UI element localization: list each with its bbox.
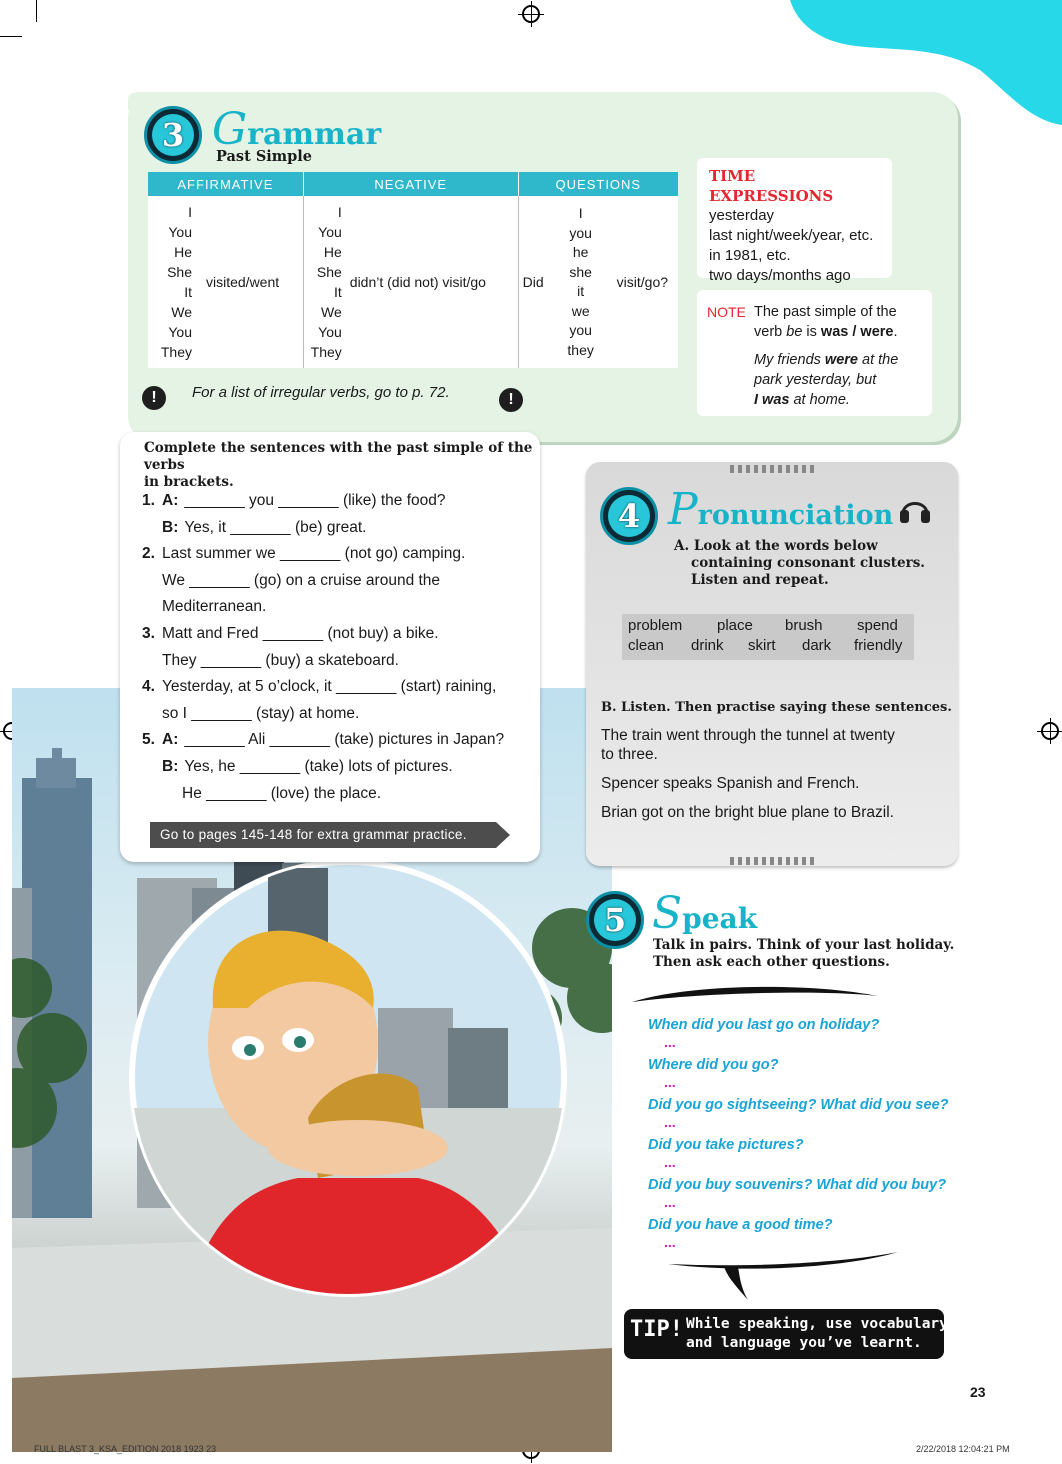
exercise-line	[142, 731, 505, 749]
tip-text: While speaking, use vocabulary and language you’ve learnt.	[686, 1316, 948, 1351]
time-expression: two days/months ago	[709, 267, 851, 284]
exercise-line	[182, 785, 381, 803]
affirmative-pronouns: I You He She It We You They	[160, 204, 192, 360]
section-number-badge: 3	[144, 106, 202, 164]
negative-cell	[303, 196, 518, 368]
note-box	[697, 290, 932, 416]
sentence: The train went through the tunnel at twenty	[601, 727, 895, 744]
stripe-decoration	[730, 857, 818, 865]
answer-placeholder: ...	[664, 1034, 676, 1050]
exercise-line	[162, 598, 266, 616]
page-number: 23	[970, 1384, 986, 1400]
irregular-verbs-note: For a list of irregular verbs, go to p. 72.	[192, 384, 450, 401]
word: friendly	[854, 637, 903, 654]
boy-with-sphinx-illustration	[128, 858, 568, 1298]
sentence-text: He _______ (love) the place.	[182, 784, 382, 802]
exercise-line	[142, 625, 439, 643]
speak-title: Speak	[652, 888, 758, 939]
pronunciation-b-instruction: B. Listen. Then practise saying these sentences.	[601, 700, 952, 715]
speak-question: Did you go sightseeing? What did you see?	[648, 1097, 949, 1113]
section-number-badge: 4	[600, 487, 658, 545]
word: brush	[785, 617, 823, 634]
print-timestamp: 2/22/2018 12:04:21 PM	[916, 1444, 1010, 1454]
crop-mark	[0, 36, 22, 37]
extra-practice-banner[interactable]	[150, 822, 467, 848]
word: clean	[628, 637, 664, 654]
speak-question: Where did you go?	[648, 1057, 779, 1073]
question-auxiliary: Did	[522, 274, 544, 290]
sentence-text: _______ Ali _______ (take) pictures in Japan?	[184, 731, 505, 749]
word: skirt	[748, 637, 776, 654]
sentence-text: Last summer we _______ (not go) camping.	[162, 545, 466, 563]
answer-placeholder: ...	[664, 1194, 676, 1210]
speaker-label: A:	[162, 492, 179, 509]
exercise-line	[162, 705, 359, 723]
time-expressions-title: TIME EXPRESSIONS	[709, 167, 834, 205]
sentence-text: They _______ (buy) a skateboard.	[162, 651, 399, 669]
exercise-line	[162, 758, 453, 776]
header-questions: QUESTIONS	[518, 172, 678, 196]
consonant-cluster-words	[622, 614, 914, 660]
answer-placeholder: ...	[664, 1074, 676, 1090]
practice-sentences	[601, 726, 941, 822]
time-expression: last night/week/year, etc.	[709, 227, 874, 244]
item-number: 5.	[142, 731, 155, 749]
exercise-instruction: Complete the sentences with the past simple of the verbs in brackets.	[144, 440, 533, 490]
speak-instruction: Talk in pairs. Think of your last holiday. Then ask each other questions.	[653, 937, 955, 970]
item-number: 1.	[142, 492, 155, 509]
note-text: The past simple of the verb be is was / were. My friends were at the park yesterday, but I was at home.	[754, 304, 899, 408]
sentence: to three.	[601, 746, 658, 763]
sentence-text: Matt and Fred _______ (not buy) a bike.	[162, 625, 439, 642]
header-affirmative: AFFIRMATIVE	[148, 172, 303, 196]
info-icon: !	[499, 388, 523, 412]
time-expression: in 1981, etc.	[709, 247, 791, 264]
sentence-text: Yes, he _______ (take) lots of pictures.	[184, 758, 453, 775]
extra-practice-text[interactable]: Go to pages 145-148 for extra grammar practice.	[160, 827, 467, 842]
exercise-line	[142, 545, 466, 563]
sentence-text: Mediterranean.	[162, 598, 267, 616]
item-number: 4.	[142, 678, 155, 696]
note-label: NOTE	[707, 304, 746, 320]
registration-mark	[522, 5, 540, 23]
header-negative: NEGATIVE	[303, 172, 518, 196]
info-icon: !	[142, 386, 166, 410]
answer-placeholder: ...	[664, 1114, 676, 1130]
affirmative-cell	[148, 196, 303, 368]
sentence-text: We _______ (go) on a cruise around the	[162, 571, 441, 589]
section-number-badge: 5	[586, 891, 644, 949]
sentence-text: so I _______ (stay) at home.	[162, 704, 360, 722]
exercise-line	[142, 678, 497, 696]
negative-pronouns: I You He She It We You They	[310, 204, 342, 360]
question-verb: visit/go?	[616, 274, 669, 290]
speak-question: Did you take pictures?	[648, 1137, 804, 1153]
word: drink	[691, 637, 724, 654]
question-pronouns: I you he she it we you they	[567, 205, 594, 358]
sentence-text: _______ you _______ (like) the food?	[184, 492, 446, 509]
sentence: Brian got on the bright blue plane to Brazil.	[601, 804, 894, 821]
speaker-label: B:	[162, 518, 179, 536]
exercise-line	[142, 492, 446, 510]
answer-placeholder: ...	[664, 1154, 676, 1170]
word: problem	[628, 617, 683, 634]
exercise-line	[162, 572, 440, 590]
grammar-subtitle: Past Simple	[216, 148, 313, 165]
speak-question: When did you last go on holiday?	[648, 1017, 880, 1033]
pronunciation-title: Pronunciation	[668, 484, 894, 535]
speaker-label: B:	[162, 758, 179, 775]
word: spend	[857, 617, 898, 634]
affirmative-verb: visited/went	[206, 274, 280, 290]
grammar-title: Grammar	[212, 104, 382, 155]
tip-box	[624, 1309, 948, 1359]
tip-label: TIP!	[630, 1317, 683, 1342]
exercise-line	[162, 519, 366, 537]
speak-question: Did you buy souvenirs? What did you buy?	[648, 1177, 947, 1193]
headphones-icon	[898, 492, 932, 526]
answer-placeholder: ...	[664, 1234, 676, 1250]
word: place	[717, 617, 753, 634]
speaker-label: A:	[162, 731, 179, 749]
exercise-line	[162, 652, 399, 670]
crop-mark	[36, 0, 37, 22]
print-slug: FULL BLAST 3_KSA_EDITION 2018 1923 23	[34, 1444, 217, 1454]
time-expression: yesterday	[709, 207, 775, 224]
negative-verb: didn’t (did not) visit/go	[349, 274, 486, 290]
questions-cell	[518, 196, 678, 368]
registration-mark	[1041, 722, 1059, 740]
stripe-decoration	[730, 465, 818, 473]
sentence-text: Yes, it _______ (be) great.	[184, 518, 367, 536]
time-expressions-box	[697, 158, 892, 284]
word: dark	[802, 637, 832, 654]
speak-question: Did you have a good time?	[648, 1217, 833, 1233]
item-number: 3.	[142, 625, 155, 642]
sentence-text: Yesterday, at 5 o’clock, it _______ (start) raining,	[162, 678, 497, 696]
item-number: 2.	[142, 545, 155, 563]
past-simple-table	[148, 172, 678, 368]
sentence: Spencer speaks Spanish and French.	[601, 775, 860, 792]
pronunciation-a-instruction: A. Look at the words below containing consonant clusters. Listen and repeat.	[674, 538, 926, 588]
